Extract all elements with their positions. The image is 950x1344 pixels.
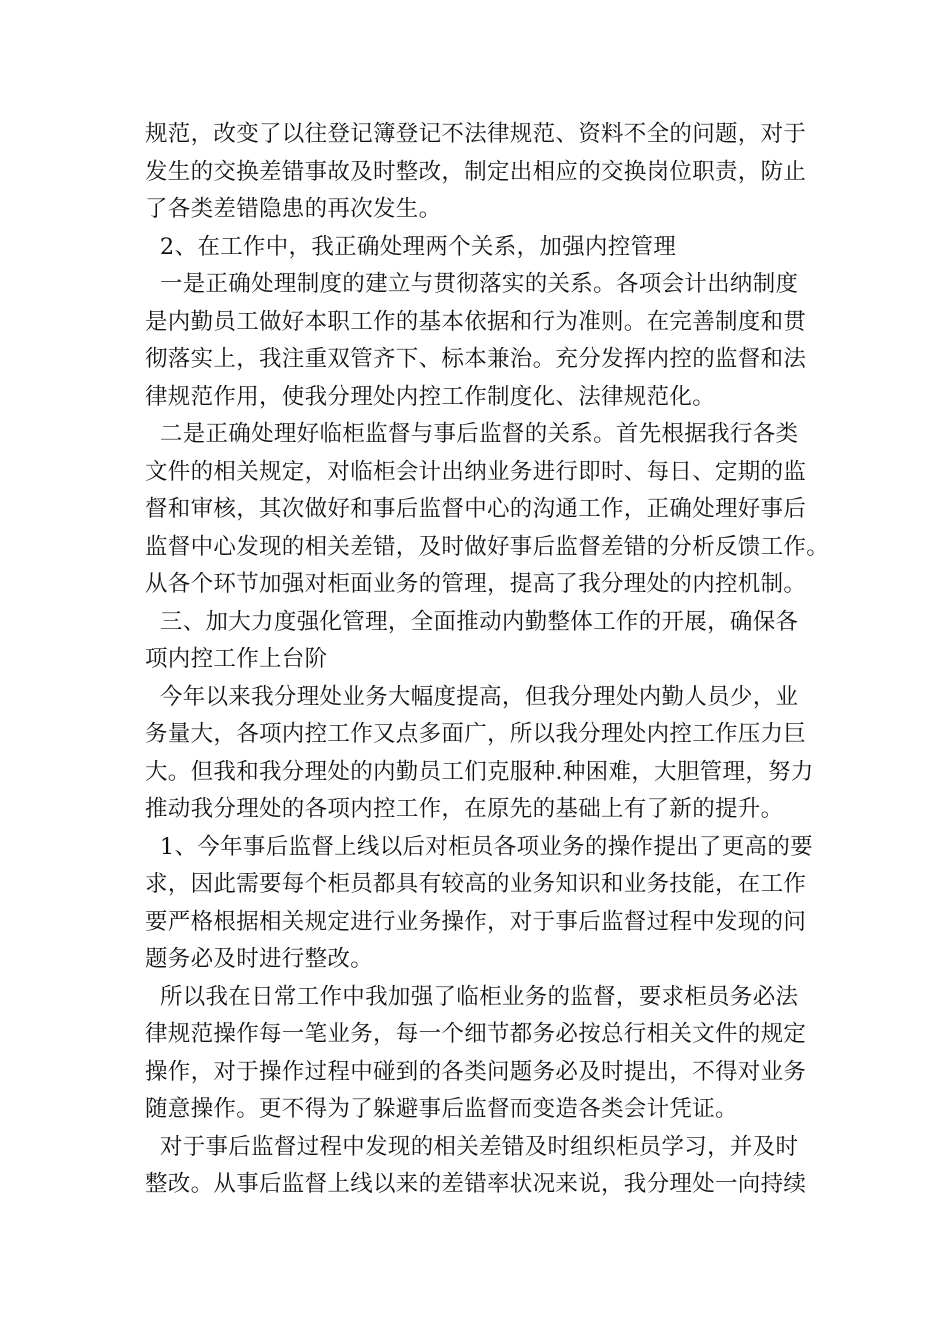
text-line: 操作，对于操作过程中碰到的各类问题务必及时提出，不得对业务 <box>145 1058 807 1085</box>
text-line: 对于事后监督过程中发现的相关差错及时组织柜员学习，并及时 <box>145 1133 799 1160</box>
section-heading: 2、在工作中，我正确处理两个关系，加强内控管理 <box>145 233 677 260</box>
text-line: 务量大，各项内控工作又点多面广，所以我分理处内控工作压力巨 <box>145 721 807 747</box>
text-line: 1、今年事后监督上线以后对柜员各项业务的操作提出了更高的要 <box>145 833 813 860</box>
text-line: 一是正确处理制度的建立与贯彻落实的关系。各项会计出纳制度 <box>145 271 799 297</box>
text-line: 律规范作用，使我分理处内控工作制度化、法律规范化。 <box>145 383 716 410</box>
text-line: 彻落实上，我注重双管齐下、标本兼治。充分发挥内控的监督和法 <box>145 346 807 372</box>
text-line: 二是正确处理好临柜监督与事后监督的关系。首先根据我行各类 <box>145 421 799 447</box>
text-line: 规范，改变了以往登记簿登记不法律规范、资料不全的问题，对于 <box>145 121 807 147</box>
text-line: 文件的相关规定，对临柜会计出纳业务进行即时、每日、定期的监 <box>145 458 807 485</box>
text-line: 今年以来我分理处业务大幅度提高，但我分理处内勤人员少，业 <box>145 683 799 710</box>
text-line: 了各类差错隐患的再次发生。 <box>145 196 442 222</box>
text-line: 律规范操作每一笔业务，每一个细节都务必按总行相关文件的规定 <box>145 1021 807 1047</box>
text-line: 是内勤员工做好本职工作的基本依据和行为准则。在完善制度和贯 <box>145 308 807 335</box>
text-line: 要严格根据相关规定进行业务操作，对于事后监督过程中发现的问 <box>145 908 807 935</box>
text-line: 发生的交换差错事故及时整改，制定出相应的交换岗位职责，防止 <box>145 158 807 185</box>
section-heading: 项内控工作上台阶 <box>145 646 328 672</box>
text-line: 监督中心发现的相关差错，及时做好事后监督差错的分析反馈工作。 <box>145 533 830 560</box>
text-line: 整改。从事后监督上线以来的差错率状况来说，我分理处一向持续 <box>145 1171 807 1197</box>
text-line: 求，因此需要每个柜员都具有较高的业务知识和业务技能，在工作 <box>145 871 807 897</box>
text-line: 从各个环节加强对柜面业务的管理，提高了我分理处的内控机制。 <box>145 571 807 597</box>
text-line: 大。但我和我分理处的内勤员工们克服种.种困难，大胆管理，努力 <box>145 758 814 785</box>
text-line: 推动我分理处的各项内控工作，在原先的基础上有了新的提升。 <box>145 796 784 822</box>
text-line: 所以我在日常工作中我加强了临柜业务的监督，要求柜员务必法 <box>145 983 799 1010</box>
text-line: 督和审核，其次做好和事后监督中心的沟通工作，正确处理好事后 <box>145 496 807 522</box>
document-body <box>145 116 830 1204</box>
text-line: 随意操作。更不得为了躲避事后监督而变造各类会计凭证。 <box>145 1096 738 1122</box>
text-line: 题务必及时进行整改。 <box>145 946 374 972</box>
section-heading: 三、加大力度强化管理，全面推动内勤整体工作的开展，确保各 <box>145 608 799 635</box>
